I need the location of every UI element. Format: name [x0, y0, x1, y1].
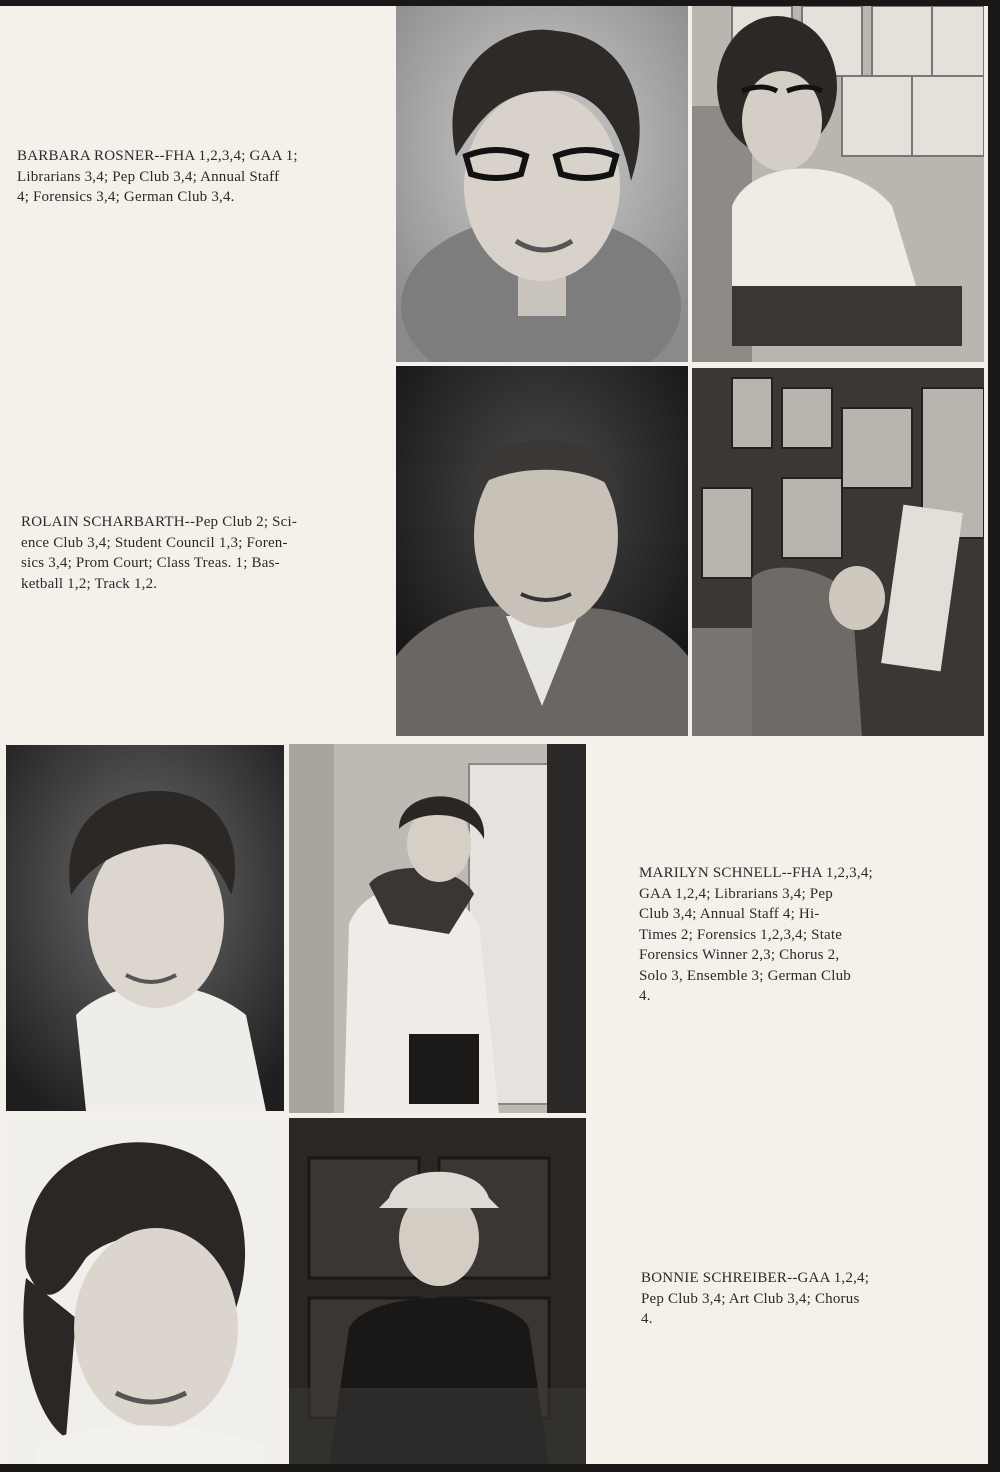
caption-marilyn-schnell: MARILYN SCHNELL--FHA 1,2,3,4; GAA 1,2,4; Librarians 3,4; Pep Club 3,4; Annual Staff 4; Hi- Times 2; Forensics 1,2,3,4; State Forensics Winner 2,3; Chorus 2, Solo 3, Ensemble 3; German Club 4.: [639, 865, 873, 1004]
candid-photo-barbara-rosner: [692, 6, 984, 362]
caption-rolain-scharbarth: ROLAIN SCHARBARTH--Pep Club 2; Sci- ence Club 3,4; Student Council 1,3; Foren- sics 3,4; Prom Court; Class Treas. 1; Bas- ketball 1,2; Track 1,2.: [21, 514, 298, 592]
candid-photo-bonnie-schreiber: [289, 1118, 586, 1464]
caption-bonnie-schreiber: BONNIE SCHREIBER--GAA 1,2,4; Pep Club 3,4; Art Club 3,4; Chorus 4.: [641, 1270, 870, 1327]
portrait-photo-rolain-scharbarth: [396, 366, 688, 736]
portrait-photo-barbara-rosner: [396, 6, 688, 362]
candid-photo-marilyn-schnell: [289, 744, 586, 1113]
portrait-photo-marilyn-schnell: [6, 745, 284, 1111]
page-edge-right: [988, 0, 1000, 1472]
page-edge-bottom: [0, 1464, 1000, 1472]
portrait-photo-bonnie-schreiber: [6, 1118, 282, 1464]
candid-photo-rolain-scharbarth: [692, 368, 984, 736]
caption-barbara-rosner: BARBARA ROSNER--FHA 1,2,3,4; GAA 1; Librarians 3,4; Pep Club 3,4; Annual Staff 4; Forensics 3,4; German Club 3,4.: [17, 148, 298, 205]
